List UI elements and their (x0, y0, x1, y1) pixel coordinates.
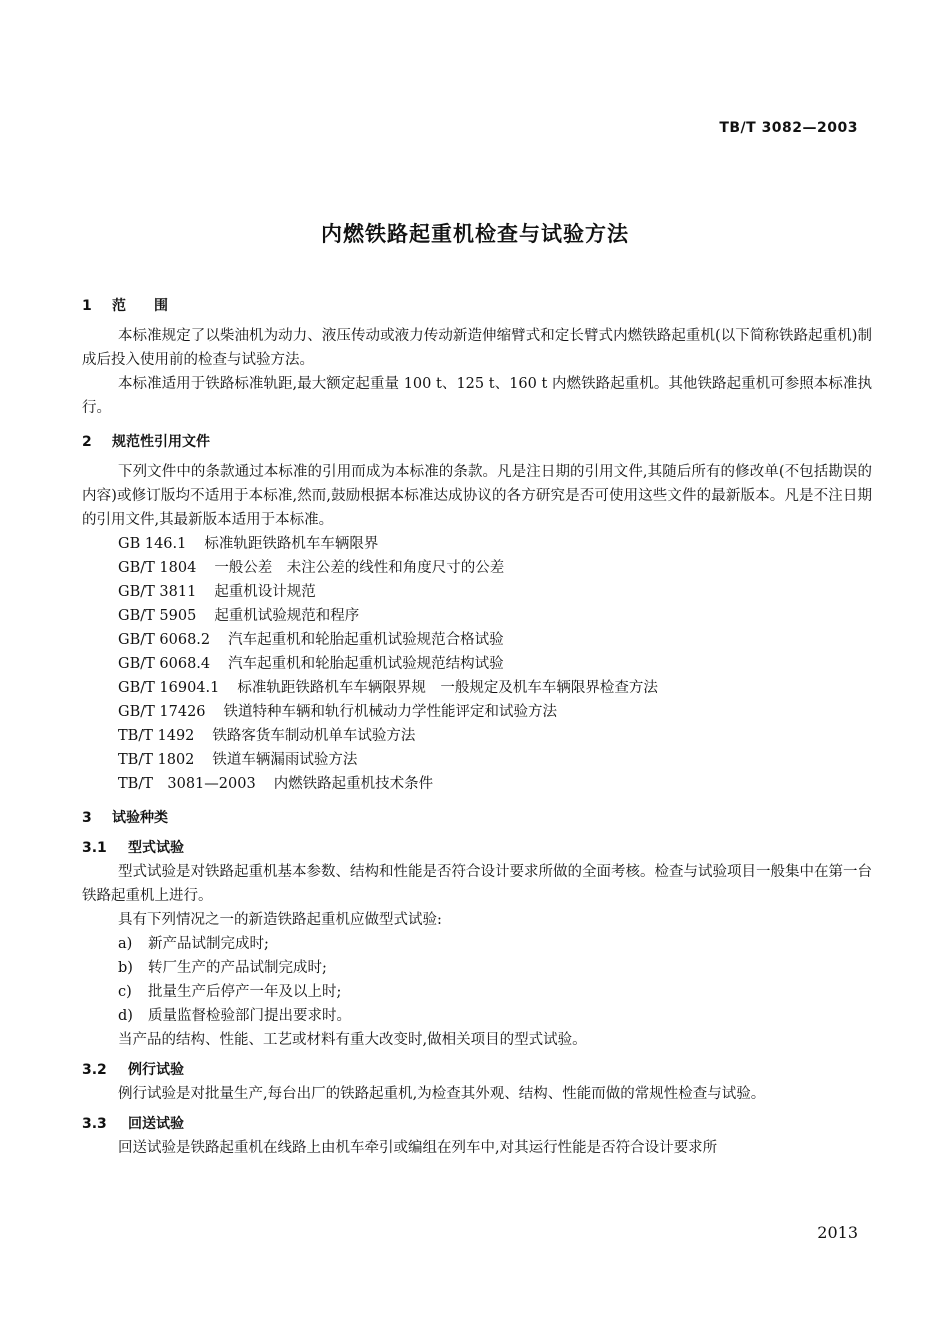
list-item-marker: a) (118, 936, 133, 952)
reference-title: 汽车起重机和轮胎起重机试验规范结构试验 (228, 656, 504, 672)
reference-item (82, 652, 872, 676)
reference-code: TB/T 1492 (118, 728, 195, 744)
reference-item (82, 724, 872, 748)
reference-list (82, 532, 872, 796)
section-3-1-paragraph: 具有下列情况之一的新造铁路起重机应做型式试验: (118, 912, 442, 928)
section-1-heading: 1 范 围 (82, 298, 168, 314)
section-2-heading: 2 规范性引用文件 (82, 434, 210, 450)
list-item-text: 转厂生产的产品试制完成时; (148, 960, 327, 976)
section-3-1-paragraph: 当产品的结构、性能、工艺或材料有重大改变时,做相关项目的型式试验。 (118, 1032, 587, 1048)
section-1-paragraph: 本标准适用于铁路标准轨距,最大额定起重量 100 t、125 t、160 t 内燃铁路起重机。其他铁路起重机可参照本标准执行。 (82, 376, 872, 416)
reference-item (82, 532, 872, 556)
list-item-text: 新产品试制完成时; (148, 936, 269, 952)
reference-code: GB/T 3811 (118, 584, 197, 600)
document-title: 内燃铁路起重机检查与试验方法 (321, 222, 629, 246)
condition-list (82, 932, 872, 1028)
section-3-3-paragraph: 回送试验是铁路起重机在线路上由机车牵引或编组在列车中,对其运行性能是否符合设计要求所 (118, 1140, 718, 1156)
list-item (82, 980, 872, 1004)
reference-title: 起重机试验规范和程序 (214, 608, 360, 624)
reference-title: 铁路客货车制动机单车试验方法 (212, 728, 416, 744)
section-3-1-heading: 3.1 型式试验 (82, 840, 184, 856)
reference-title: 汽车起重机和轮胎起重机试验规范合格试验 (228, 632, 504, 648)
reference-item (82, 700, 872, 724)
list-item (82, 956, 872, 980)
section-3-2-paragraph: 例行试验是对批量生产,每台出厂的铁路起重机,为检查其外观、结构、性能而做的常规性检查与试验。 (118, 1086, 766, 1102)
section-3-3-heading: 3.3 回送试验 (82, 1116, 184, 1132)
reference-title: 标准轨距铁路机车车辆限界规 一般规定及机车车辆限界检查方法 (237, 680, 658, 696)
section-2-paragraph: 下列文件中的条款通过本标准的引用而成为本标准的条款。凡是注日期的引用文件,其随后所有的修改单(不包括勘误的内容)或修订版均不适用于本标准,然而,鼓励根据本标准达成协议的各方研究是否可使用这些文件的最新版本。凡是不注日期的引用文件,其最新版本适用于本标准。 (82, 464, 872, 528)
reference-title: 内燃铁路起重机技术条件 (273, 776, 434, 792)
reference-item (82, 556, 872, 580)
reference-title: 铁道特种车辆和轨行机械动力学性能评定和试验方法 (223, 704, 558, 720)
section-3-heading: 3 试验种类 (82, 810, 168, 826)
list-item-marker: b) (118, 960, 133, 976)
reference-title: 一般公差 未注公差的线性和角度尺寸的公差 (214, 560, 505, 576)
reference-code: GB/T 6068.4 (118, 656, 211, 672)
reference-code: TB/T 3081—2003 (118, 776, 256, 792)
reference-item (82, 604, 872, 628)
reference-code: GB/T 17426 (118, 704, 206, 720)
section-3-1-paragraph: 型式试验是对铁路起重机基本参数、结构和性能是否符合设计要求所做的全面考核。检查与试验项目一般集中在第一台铁路起重机上进行。 (82, 864, 872, 904)
list-item (82, 932, 872, 956)
list-item-text: 质量监督检验部门提出要求时。 (148, 1008, 351, 1024)
reference-code: GB 146.1 (118, 536, 187, 552)
reference-code: GB/T 5905 (118, 608, 197, 624)
list-item-marker: c) (118, 984, 132, 1000)
section-1-paragraph: 本标准规定了以柴油机为动力、液压传动或液力传动新造伸缩臂式和定长臂式内燃铁路起重机(以下简称铁路起重机)制成后投入使用前的检查与试验方法。 (82, 328, 872, 368)
section-3-2-heading: 3.2 例行试验 (82, 1062, 184, 1078)
reference-item (82, 676, 872, 700)
document-body (82, 294, 872, 1160)
reference-code: GB/T 6068.2 (118, 632, 211, 648)
page-number: 2013 (817, 1223, 858, 1242)
reference-code: GB/T 16904.1 (118, 680, 220, 696)
reference-item (82, 748, 872, 772)
list-item-marker: d) (118, 1008, 133, 1024)
list-item (82, 1004, 872, 1028)
reference-title: 铁道车辆漏雨试验方法 (212, 752, 358, 768)
list-item-text: 批量生产后停产一年及以上时; (148, 984, 342, 1000)
reference-item (82, 772, 872, 796)
reference-item (82, 628, 872, 652)
reference-code: TB/T 1802 (118, 752, 195, 768)
reference-title: 标准轨距铁路机车车辆限界 (204, 536, 379, 552)
reference-code: GB/T 1804 (118, 560, 197, 576)
standard-code: TB/T 3082—2003 (719, 120, 858, 136)
reference-title: 起重机设计规范 (214, 584, 316, 600)
reference-item (82, 580, 872, 604)
